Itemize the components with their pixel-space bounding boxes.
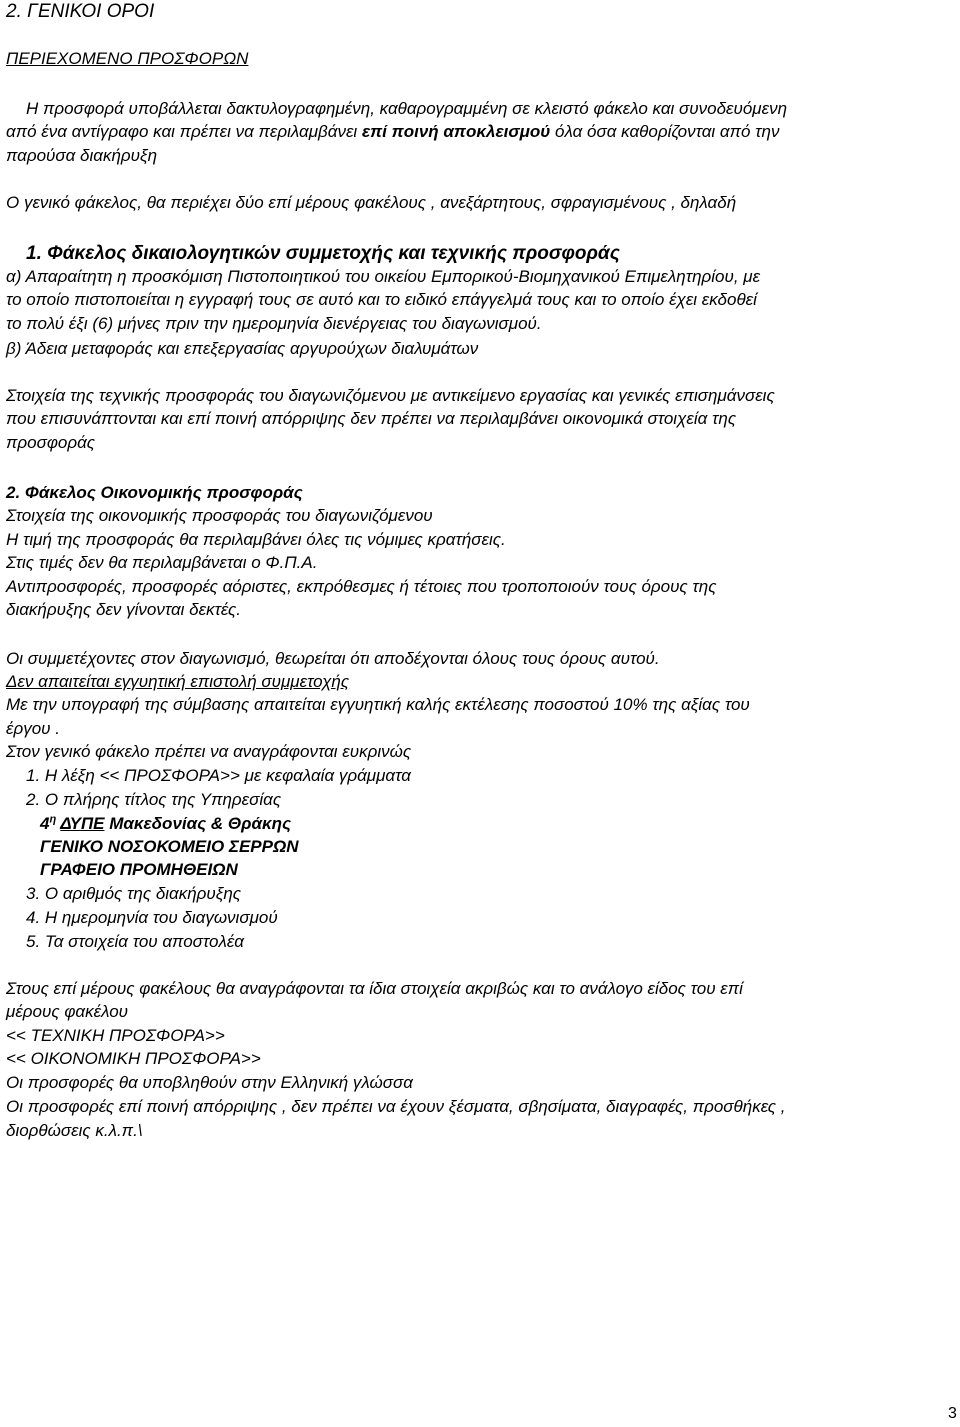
envelope2-line-2: Η τιμή της προσφοράς θα περιλαμβάνει όλες τις νόμιμες κρατήσεις.	[6, 530, 506, 549]
intro-line-1: Η προσφορά υποβάλλεται δακτυλογραφημένη, καθαρογραμμένη σε κλειστό φάκελο και συνοδευόμενη	[26, 99, 788, 118]
org-superscript: η	[49, 813, 57, 826]
general-line-1: Οι συμμετέχοντες στον διαγωνισμό, θεωρείται ότι αποδέχονται όλους τους όρους αυτού.	[6, 649, 660, 668]
intro-line-2c: όλα όσα καθορίζονται από την	[550, 122, 780, 141]
closing-line-7: διορθώσεις κ.λ.π.\	[6, 1121, 143, 1140]
section-title: 2. ΓΕΝΙΚΟΙ ΟΡΟΙ	[6, 1, 155, 22]
general-line-3: Με την υπογραφή της σύμβασης απαιτείται εγγυητική καλής εκτέλεσης ποσοστού 10% της αξίας του	[6, 695, 750, 714]
general-line-2: Δεν απαιτείται εγγυητική επιστολή συμμετοχής	[6, 672, 350, 691]
closing-line-2: μέρους φακέλου	[6, 1002, 128, 1021]
closing-line-5: Οι προσφορές θα υποβληθούν στην Ελληνική γλώσσα	[6, 1073, 413, 1092]
list-item-4: 4. Η ημερομηνία του διαγωνισμού	[26, 908, 278, 927]
closing-line-4: << ΟΙΚΟΝΟΜΙΚΗ ΠΡΟΣΦΟΡΑ>>	[6, 1049, 261, 1068]
closing-line-3: << ΤΕΧΝΙΚΗ ΠΡΟΣΦΟΡΑ>>	[6, 1026, 225, 1045]
envelope2-line-5: διακήρυξης δεν γίνονται δεκτές.	[6, 600, 241, 619]
technical-line-2: που επισυνάπτονται και επί ποινή απόρριψης δεν πρέπει να περιλαμβάνει οικονομικά στοιχεία της	[6, 409, 737, 428]
intro-line-3: παρούσα διακήρυξη	[6, 146, 158, 165]
intro-line-2a: από ένα αντίγραφο και πρέπει να περιλαμβάνει	[6, 122, 362, 141]
org-line-1	[40, 813, 291, 835]
envelope2-title: 2. Φάκελος Οικονομικής προσφοράς	[6, 483, 303, 502]
closing-line-1: Στους επί μέρους φακέλους θα αναγράφονται τα ίδια στοιχεία ακριβώς και το ανάλογο είδος του επί	[6, 979, 743, 998]
envelope2-line-1: Στοιχεία της οικονομικής προσφοράς του διαγωνιζόμενου	[6, 506, 433, 525]
envelope1-a-line-2: το οποίο πιστοποιείται η εγγραφή τους σε αυτό και το ειδικό επάγγελμά τους και το οποίο έχει εκδοθεί	[6, 290, 757, 309]
list-item-2: 2. Ο πλήρης τίτλος της Υπηρεσίας	[26, 790, 282, 809]
org-underlined: ΔΥΠΕ	[60, 814, 105, 833]
intro-line-2	[6, 121, 779, 143]
subtitle: ΠΕΡΙΕΧΟΜΕΝΟ ΠΡΟΣΦΟΡΩΝ	[6, 49, 249, 68]
technical-line-1: Στοιχεία της τεχνικής προσφοράς του διαγωνιζόμενου με αντικείμενο εργασίας και γενικές επισημάνσεις	[6, 386, 775, 405]
org-line-2: ΓΕΝΙΚΟ ΝΟΣΟΚΟΜΕΙΟ ΣΕΡΡΩΝ	[40, 837, 299, 856]
list-item-1: 1. Η λέξη << ΠΡΟΣΦΟΡΑ>> με κεφαλαία γράμματα	[26, 766, 411, 785]
general-line-4: έργου .	[6, 719, 60, 738]
general-line-5: Στον γενικό φάκελο πρέπει να αναγράφονται ευκρινώς	[6, 742, 412, 761]
page-number: 3	[948, 1405, 957, 1422]
envelope2-line-4: Αντιπροσφορές, προσφορές αόριστες, εκπρόθεσμες ή τέτοιες που τροποποιούν τους όρους της	[6, 577, 717, 596]
org-number: 4	[40, 814, 50, 833]
envelope2-line-3: Στις τιμές δεν θα περιλαμβάνεται ο Φ.Π.Α.	[6, 553, 318, 572]
envelope1-title: 1. Φάκελος δικαιολογητικών συμμετοχής και τεχνικής προσφοράς	[26, 243, 620, 264]
list-item-3: 3. Ο αριθμός της διακήρυξης	[26, 884, 242, 903]
list-item-5: 5. Τα στοιχεία του αποστολέα	[26, 932, 245, 951]
intro-emphasis: επί ποινή αποκλεισμού	[361, 122, 551, 141]
closing-line-6: Οι προσφορές επί ποινή απόρριψης , δεν πρέπει να έχουν ξέσματα, σβησίματα, διαγραφές, προσθήκες ,	[6, 1097, 786, 1116]
envelope1-a-line-3: το πολύ έξι (6) μήνες πριν την ημερομηνία διενέργειας του διαγωνισμού.	[6, 314, 542, 333]
org-line-3: ΓΡΑΦΕΙΟ ΠΡΟΜΗΘΕΙΩΝ	[40, 860, 238, 879]
envelope1-a-line-1: α) Απαραίτητη η προσκόμιση Πιστοποιητικού του οικείου Εμπορικού-Βιομηχανικού Επιμελητηρίου, με	[6, 267, 761, 286]
envelope1-b-line: β) Άδεια μεταφοράς και επεξεργασίας αργυρούχων διαλυμάτων	[6, 339, 479, 358]
org-rest: Μακεδονίας & Θράκης	[104, 814, 292, 833]
technical-line-3: προσφοράς	[6, 433, 96, 452]
intro-line-4: Ο γενικό φάκελος, θα περιέχει δύο επί μέρους φακέλους , ανεξάρτητους, σφραγισμένους , δηλαδή	[6, 193, 737, 212]
